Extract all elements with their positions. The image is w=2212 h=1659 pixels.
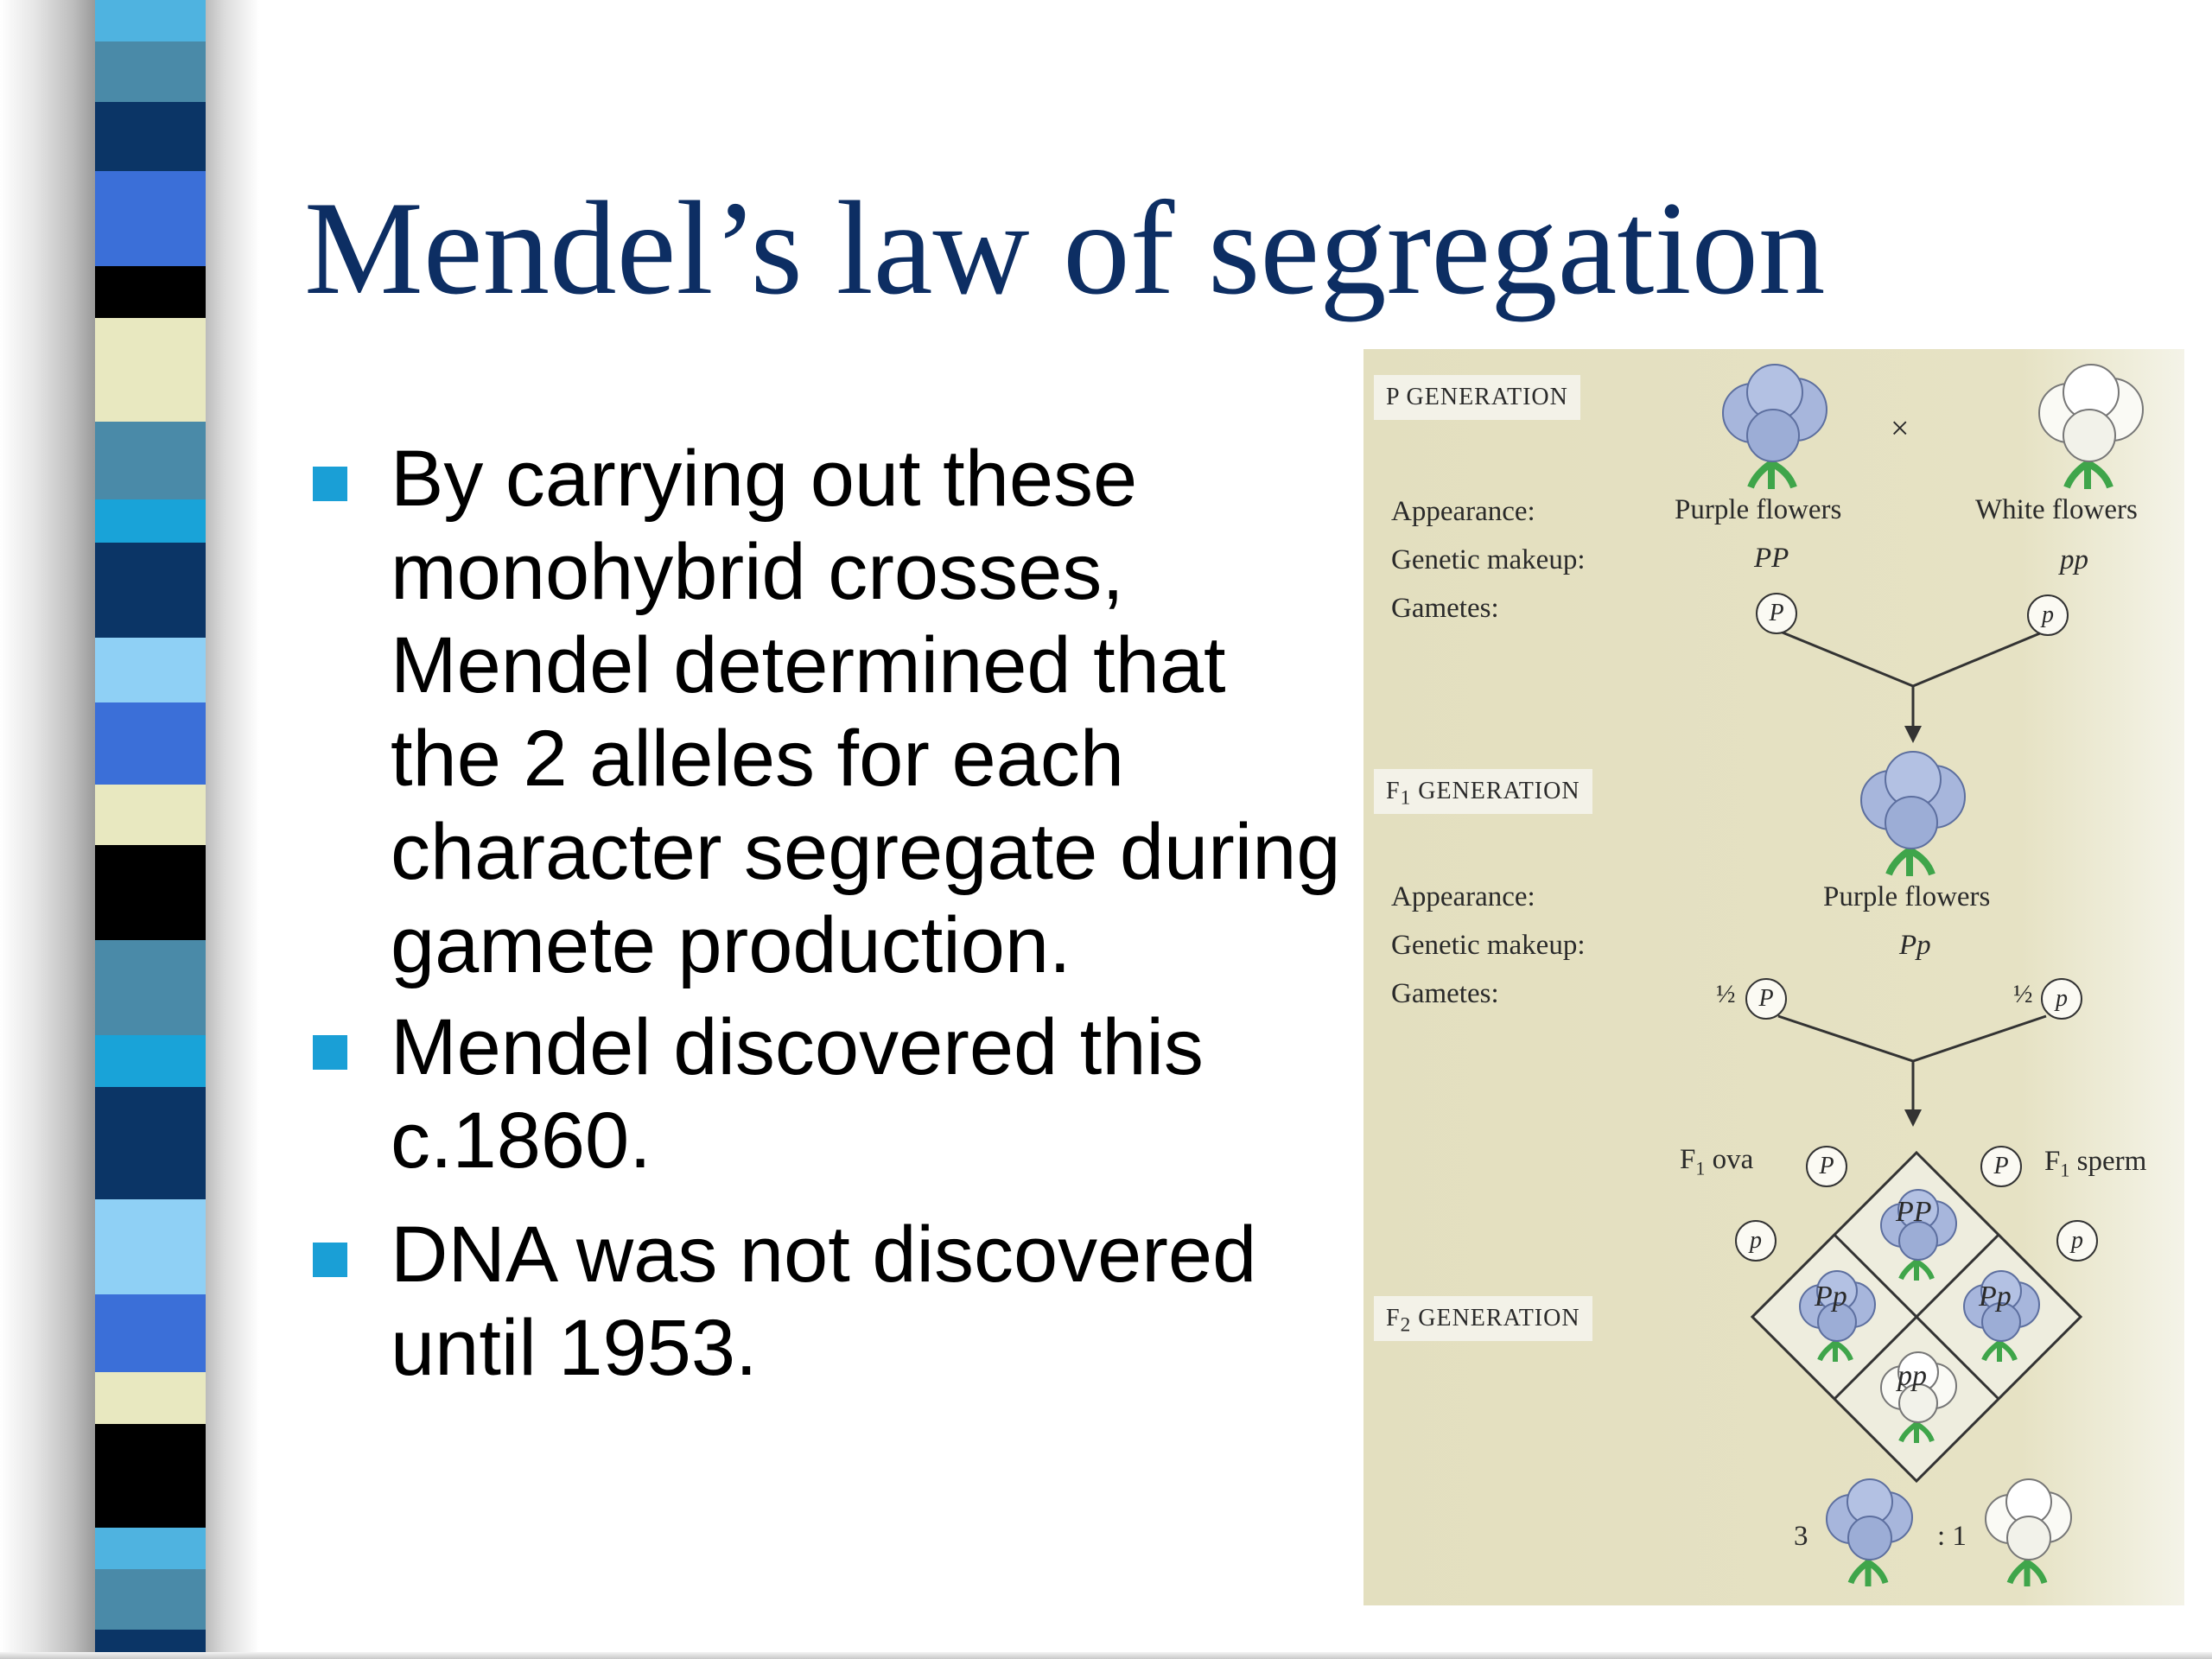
decorative-stripe bbox=[95, 638, 206, 702]
p-right-gamete: p bbox=[2027, 594, 2069, 636]
decorative-stripe bbox=[95, 1035, 206, 1087]
f1-left-fraction: ½ bbox=[1716, 980, 1736, 1008]
purple-flower-icon bbox=[1849, 747, 1979, 876]
f1-right-gamete: p bbox=[2041, 978, 2082, 1020]
ratio-white-count: : 1 bbox=[1937, 1521, 1967, 1552]
figure-lines bbox=[1363, 349, 2184, 1605]
f1-appearance: Purple flowers bbox=[1823, 881, 1991, 912]
decorative-stripe bbox=[95, 1569, 206, 1630]
decorative-stripe-band bbox=[95, 0, 206, 1659]
p-left-gamete: P bbox=[1756, 593, 1797, 634]
p-right-appearance: White flowers bbox=[1975, 494, 2138, 525]
decorative-stripe bbox=[95, 845, 206, 940]
f1-genotype: Pp bbox=[1899, 930, 1931, 961]
decorative-stripe bbox=[95, 785, 206, 845]
bullet-text: DNA was not discovered until 1953. bbox=[391, 1211, 1257, 1392]
genetic-makeup-label: Genetic makeup: bbox=[1391, 544, 1586, 575]
punnett-cell-genotype: PP bbox=[1896, 1196, 1932, 1228]
decorative-stripe bbox=[95, 940, 206, 1035]
decorative-stripe bbox=[95, 1424, 206, 1528]
gametes-label: Gametes: bbox=[1391, 593, 1499, 624]
punnett-cell-genotype: Pp bbox=[1979, 1281, 2012, 1313]
decorative-stripe bbox=[95, 41, 206, 102]
f1-right-fraction: ½ bbox=[2013, 980, 2033, 1008]
decorative-stripe bbox=[95, 171, 206, 266]
f1-sperm-label: $F_1$ sperm bbox=[2044, 1146, 2147, 1181]
p-left-appearance: Purple flowers bbox=[1675, 494, 1842, 525]
decorative-stripe bbox=[95, 1528, 206, 1569]
p-arrow-head bbox=[1904, 726, 1922, 743]
decorative-stripe bbox=[95, 1087, 206, 1199]
bullet-square-icon bbox=[313, 1035, 347, 1070]
decorative-stripe bbox=[95, 1199, 206, 1294]
cross-symbol: × bbox=[1891, 410, 1910, 447]
ova-gamete-dominant: P bbox=[1806, 1146, 1847, 1187]
decorative-stripe bbox=[95, 1372, 206, 1424]
appearance-label: Appearance: bbox=[1391, 881, 1535, 912]
punnett-cell-genotype: pp bbox=[1897, 1360, 1927, 1392]
sperm-gamete-dominant: P bbox=[1980, 1146, 2022, 1187]
decorative-stripe bbox=[95, 0, 206, 41]
sperm-gamete-recessive: p bbox=[2056, 1220, 2098, 1262]
ratio-purple-count: 3 bbox=[1794, 1521, 1808, 1552]
bullet-item bbox=[304, 1208, 1341, 1395]
decorative-stripe bbox=[95, 266, 206, 318]
decorative-stripe bbox=[95, 1294, 206, 1372]
f2-generation-label: $F_2$ GENERATION bbox=[1374, 1296, 1592, 1341]
f1-generation-label: $F_1$ GENERATION bbox=[1374, 769, 1592, 814]
decorative-stripe bbox=[95, 702, 206, 785]
bullet-square-icon bbox=[313, 1243, 347, 1277]
appearance-label: Appearance: bbox=[1391, 496, 1535, 527]
purple-flower-icon bbox=[1711, 359, 1840, 489]
white-flower-icon bbox=[2027, 359, 2157, 489]
decorative-stripe bbox=[95, 318, 206, 422]
genetic-makeup-label: Genetic makeup: bbox=[1391, 930, 1586, 961]
purple-flower-icon bbox=[1818, 1474, 1922, 1586]
bullet-text: By carrying out these monohybrid crosses, Mendel determined that the 2 alleles for each character segregate during gamete production. bbox=[391, 435, 1341, 989]
f1-cross-line bbox=[1778, 1016, 2046, 1061]
white-flower-icon bbox=[1977, 1474, 2081, 1586]
mendel-cross-figure bbox=[1363, 349, 2184, 1605]
punnett-cell-genotype: Pp bbox=[1815, 1281, 1847, 1313]
decorative-stripe bbox=[95, 422, 206, 499]
bullet-item bbox=[304, 432, 1341, 992]
p-cross-line bbox=[1778, 631, 2046, 686]
bullet-item bbox=[304, 1001, 1341, 1187]
f1-left-gamete: P bbox=[1745, 978, 1787, 1020]
bullet-text: Mendel discovered this c.1860. bbox=[391, 1003, 1204, 1185]
gametes-label: Gametes: bbox=[1391, 978, 1499, 1009]
p-right-genotype: pp bbox=[2060, 544, 2088, 575]
bullet-square-icon bbox=[313, 467, 347, 501]
decorative-stripe bbox=[95, 543, 206, 638]
decorative-stripe bbox=[95, 499, 206, 543]
p-generation-label: P GENERATION bbox=[1374, 375, 1580, 420]
p-left-genotype: PP bbox=[1754, 543, 1789, 574]
slide-title: Mendel’s law of segregation bbox=[304, 174, 1826, 322]
slide-bottom-edge bbox=[0, 1652, 2212, 1659]
f1-arrow-head bbox=[1904, 1109, 1922, 1127]
bullet-list bbox=[304, 432, 1341, 1395]
decorative-stripe bbox=[95, 102, 206, 171]
f1-ova-label: $F_1$ ova bbox=[1680, 1144, 1754, 1179]
ova-gamete-recessive: p bbox=[1735, 1220, 1777, 1262]
